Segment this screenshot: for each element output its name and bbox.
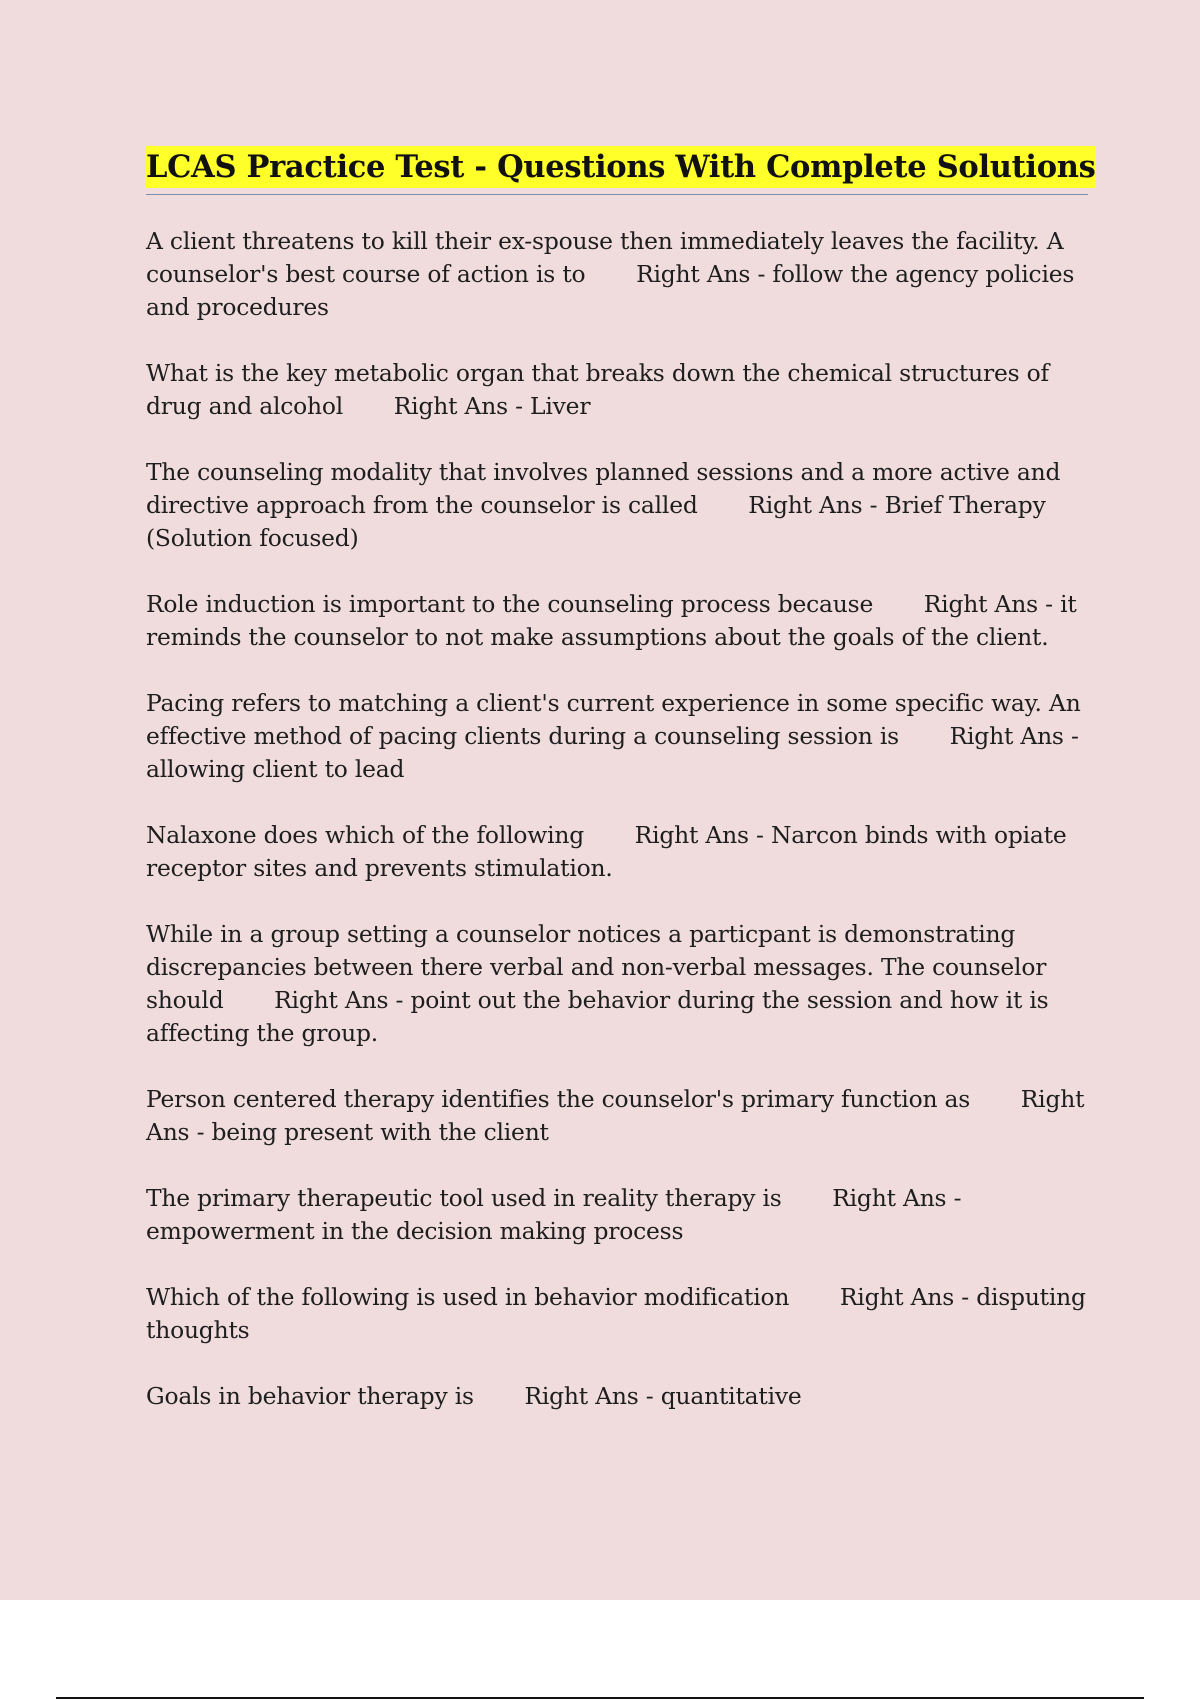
question-text: Role induction is important to the counseling process because bbox=[146, 590, 874, 618]
answer-text: Right Ans - it reminds the counselor to not make assumptions about the goals of the client. bbox=[146, 590, 1084, 651]
qa-item bbox=[146, 1083, 1092, 1149]
document-content bbox=[146, 146, 1096, 1446]
answer-text: Right Ans - quantitative bbox=[524, 1382, 802, 1410]
answer-text: Right Ans - Liver bbox=[393, 392, 591, 420]
qa-item bbox=[146, 918, 1088, 1050]
answer-text: Right Ans - being present with the client bbox=[146, 1085, 1092, 1146]
qa-item bbox=[146, 225, 1088, 324]
qa-item bbox=[146, 1182, 1088, 1248]
answer-text: Right Ans - empowerment in the decision making process bbox=[146, 1184, 969, 1245]
answer-text: Right Ans - follow the agency policies and procedures bbox=[146, 260, 1082, 321]
qa-item bbox=[146, 588, 1088, 654]
question-text: Goals in behavior therapy is bbox=[146, 1382, 474, 1410]
question-text: What is the key metabolic organ that breaks down the chemical structures of drug and alcohol bbox=[146, 359, 1057, 420]
qa-item bbox=[146, 357, 1088, 423]
answer-text: Right Ans - point out the behavior during the session and how it is affecting the group. bbox=[146, 986, 1056, 1047]
question-text: The primary therapeutic tool used in reality therapy is bbox=[146, 1184, 782, 1212]
question-text: Which of the following is used in behavior modification bbox=[146, 1283, 790, 1311]
qa-item bbox=[146, 456, 1088, 555]
answer-text: Right Ans - allowing client to lead bbox=[146, 722, 1086, 783]
qa-item bbox=[146, 1281, 1094, 1347]
answer-text: Right Ans - disputing thoughts bbox=[146, 1283, 1094, 1344]
question-text: A client threatens to kill their ex-spouse then immediately leaves the facility. A counselor's best course of action is to bbox=[146, 227, 1071, 288]
qa-item bbox=[146, 819, 1088, 885]
answer-text: Right Ans - Narcon binds with opiate receptor sites and prevents stimulation. bbox=[146, 821, 1074, 882]
answer-text: Right Ans - Brief Therapy (Solution focused) bbox=[146, 491, 1053, 552]
question-text: Nalaxone does which of the following bbox=[146, 821, 584, 849]
qa-item bbox=[146, 1380, 1088, 1413]
qa-item bbox=[146, 687, 1088, 786]
question-text: Pacing refers to matching a client's current experience in some specific way. An effective method of pacing clients during a counseling session is bbox=[146, 689, 1088, 750]
question-text: While in a group setting a counselor notices a particpant is demonstrating discrepancies between there verbal and non-verbal messages. The counselor should bbox=[146, 920, 1054, 1014]
question-text: Person centered therapy identifies the counselor's primary function as bbox=[146, 1085, 971, 1113]
title-block bbox=[146, 146, 1096, 195]
document-title: LCAS Practice Test - Questions With Complete Solutions bbox=[146, 146, 1096, 188]
footer-divider bbox=[56, 1697, 1144, 1699]
question-text: The counseling modality that involves planned sessions and a more active and directive approach from the counselor is called bbox=[146, 458, 1068, 519]
